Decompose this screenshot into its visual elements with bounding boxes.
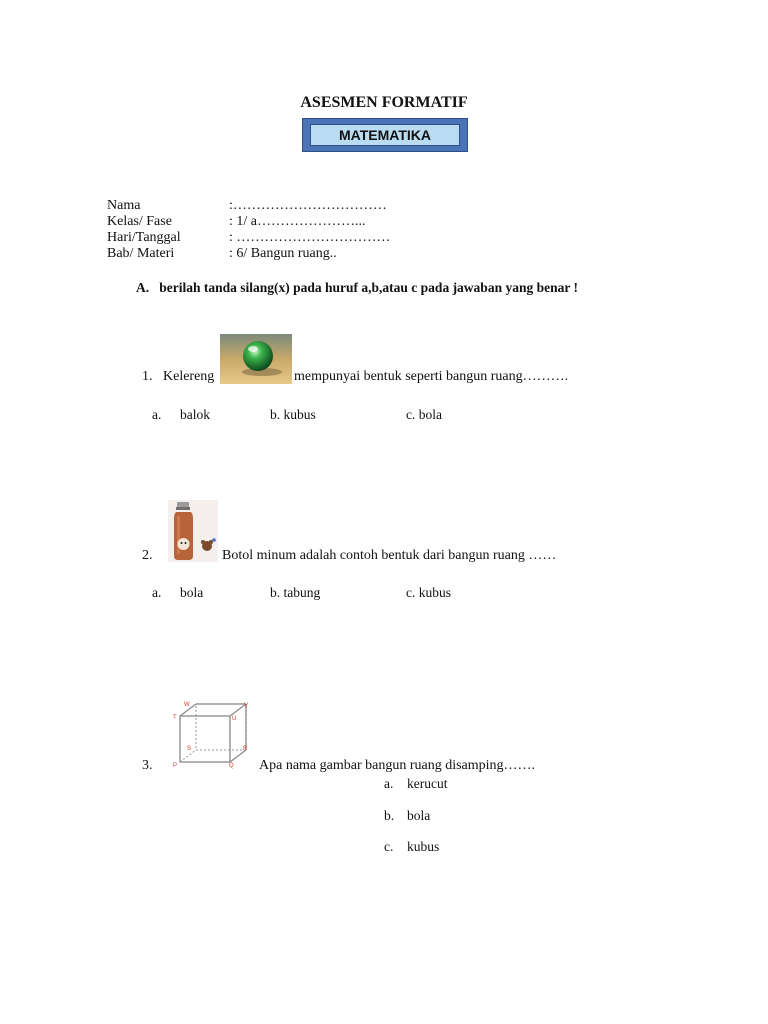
subject-label: MATEMATIKA (310, 124, 460, 146)
q3-option-c-text: kubus (407, 839, 440, 854)
cube-label-w: W (184, 702, 190, 708)
q1-option-b: b. kubus (270, 407, 316, 422)
question-3-text: Apa nama gambar bangun ruang disamping……. (259, 758, 536, 773)
marble-image (220, 334, 292, 384)
question-1-number: 1. (142, 369, 153, 384)
q3-option-b-text: bola (407, 808, 431, 823)
q2-option-a-letter: a. (152, 585, 162, 600)
field-label-kelas: Kelas/ Fase (107, 214, 172, 229)
cube-image (168, 698, 253, 770)
subject-banner (302, 118, 468, 152)
bottle-image (168, 500, 218, 562)
section-instruction (136, 280, 578, 296)
field-value-bab: : 6/ Bangun ruang.. (229, 246, 337, 261)
cube-label-t: T (173, 715, 177, 721)
field-value-nama: :…………………………… (229, 198, 387, 213)
q2-option-c: c. kubus (406, 585, 451, 600)
q1-option-a-text: balok (180, 407, 210, 422)
q2-option-b: b. tabung (270, 585, 321, 600)
cube-label-u: U (232, 716, 237, 722)
cube-label-v: V (244, 703, 249, 709)
field-value-hari: : …………………………… (229, 230, 391, 245)
q3-option-a-text: kerucut (407, 776, 448, 791)
cube-label-p: P (173, 763, 178, 769)
question-2-number: 2. (142, 548, 153, 563)
q3-option-b-letter: b. (384, 808, 395, 823)
question-3-number: 3. (142, 758, 153, 773)
page-title: ASESMEN FORMATIF (300, 94, 468, 111)
cube-label-q: Q (229, 763, 234, 769)
q1-option-c: c. bola (406, 407, 442, 422)
question-2-text: Botol minum adalah contoh bentuk dari bangun ruang …… (222, 548, 557, 563)
question-1-text: mempunyai bentuk seperti bangun ruang………. (294, 369, 569, 384)
q1-option-a-letter: a. (152, 407, 162, 422)
cube-label-s: S (187, 746, 192, 752)
field-label-bab: Bab/ Materi (107, 246, 175, 261)
q2-option-a-text: bola (180, 585, 204, 600)
instruction-text: berilah tanda silang(x) pada huruf a,b,atau c pada jawaban yang benar ! (159, 280, 578, 295)
field-label-hari: Hari/Tanggal (107, 230, 181, 245)
q3-option-c-letter: c. (384, 839, 394, 854)
cube-label-r: R (243, 746, 248, 752)
question-1-text-before: Kelereng (163, 369, 215, 384)
field-value-kelas: : 1/ a…………………... (229, 214, 366, 229)
q3-option-a-letter: a. (384, 776, 394, 791)
section-marker: A. (136, 280, 150, 295)
field-label-nama: Nama (107, 198, 141, 213)
